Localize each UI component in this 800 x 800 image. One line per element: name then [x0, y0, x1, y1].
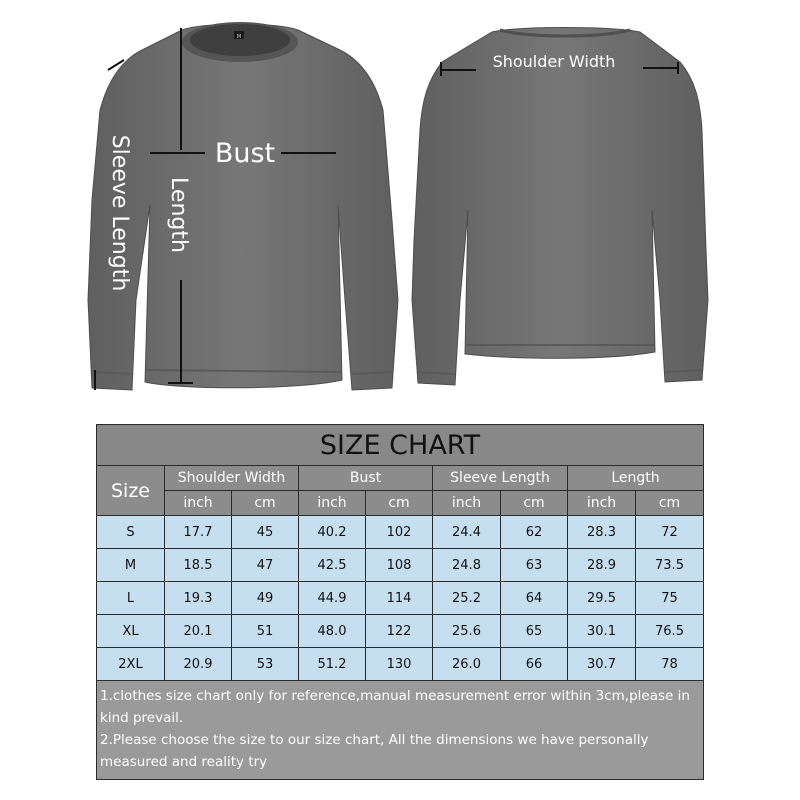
sleeve-length-label: Sleeve Length	[107, 134, 132, 292]
table-cell: 122	[366, 615, 433, 648]
size-cell: 2XL	[97, 648, 165, 681]
unit-header: cm	[232, 491, 299, 516]
size-cell: XL	[97, 615, 165, 648]
size-chart-table	[96, 424, 704, 780]
table-cell: 26.0	[433, 648, 501, 681]
table-cell: 30.1	[568, 615, 636, 648]
table-cell: 63	[501, 549, 568, 582]
unit-header: cm	[501, 491, 568, 516]
notes-cell	[97, 681, 704, 780]
length-header: Length	[568, 466, 704, 491]
table-cell: 65	[501, 615, 568, 648]
table-cell: 76.5	[636, 615, 704, 648]
table-cell: 28.9	[568, 549, 636, 582]
table-cell: 44.9	[299, 582, 366, 615]
table-row	[97, 582, 704, 615]
table-cell: 29.5	[568, 582, 636, 615]
front-shirt	[88, 22, 398, 390]
table-cell: 28.3	[568, 516, 636, 549]
table-cell: 72	[636, 516, 704, 549]
note-1: 1.clothes size chart only for reference,manual measurement error within 3cm,please in kind prevail.	[100, 688, 690, 726]
table-cell: 20.1	[165, 615, 232, 648]
unit-header: inch	[568, 491, 636, 516]
unit-header: inch	[165, 491, 232, 516]
table-cell: 49	[232, 582, 299, 615]
table-cell: 45	[232, 516, 299, 549]
size-chart-title: SIZE CHART	[97, 425, 704, 466]
table-cell: 19.3	[165, 582, 232, 615]
size-cell: S	[97, 516, 165, 549]
table-cell: 75	[636, 582, 704, 615]
bust-header: Bust	[299, 466, 433, 491]
table-cell: 30.7	[568, 648, 636, 681]
table-cell: 48.0	[299, 615, 366, 648]
size-cell: L	[97, 582, 165, 615]
note-2: 2.Please choose the size to our size chart, All the dimensions we have personally measured and reality try	[100, 732, 649, 770]
table-cell: 64	[501, 582, 568, 615]
table-cell: 102	[366, 516, 433, 549]
size-cell: M	[97, 549, 165, 582]
table-cell: 51	[232, 615, 299, 648]
table-cell: 51.2	[299, 648, 366, 681]
table-cell: 62	[501, 516, 568, 549]
table-cell: 73.5	[636, 549, 704, 582]
table-cell: 114	[366, 582, 433, 615]
table-cell: 108	[366, 549, 433, 582]
bust-label: Bust	[214, 138, 276, 169]
table-cell: 78	[636, 648, 704, 681]
shoulder-width-header: Shoulder Width	[165, 466, 299, 491]
table-cell: 47	[232, 549, 299, 582]
table-row	[97, 516, 704, 549]
length-label: Length	[166, 177, 191, 253]
table-cell: 40.2	[299, 516, 366, 549]
notes-row	[97, 681, 704, 780]
back-shirt	[412, 28, 708, 386]
unit-header: inch	[433, 491, 501, 516]
table-row	[97, 615, 704, 648]
size-column-header: Size	[97, 466, 165, 516]
unit-header: cm	[366, 491, 433, 516]
unit-header: inch	[299, 491, 366, 516]
table-cell: 18.5	[165, 549, 232, 582]
table-cell: 24.4	[433, 516, 501, 549]
table-cell: 42.5	[299, 549, 366, 582]
shoulder-width-label: Shoulder Width	[492, 52, 616, 71]
table-cell: 66	[501, 648, 568, 681]
table-cell: 130	[366, 648, 433, 681]
table-cell: 20.9	[165, 648, 232, 681]
neck-tag-text: M	[236, 34, 242, 40]
sleeve-length-header: Sleeve Length	[433, 466, 568, 491]
table-cell: 24.8	[433, 549, 501, 582]
table-cell: 53	[232, 648, 299, 681]
unit-header: cm	[636, 491, 704, 516]
table-cell: 25.2	[433, 582, 501, 615]
table-cell: 17.7	[165, 516, 232, 549]
table-row	[97, 648, 704, 681]
table-cell: 25.6	[433, 615, 501, 648]
table-row	[97, 549, 704, 582]
